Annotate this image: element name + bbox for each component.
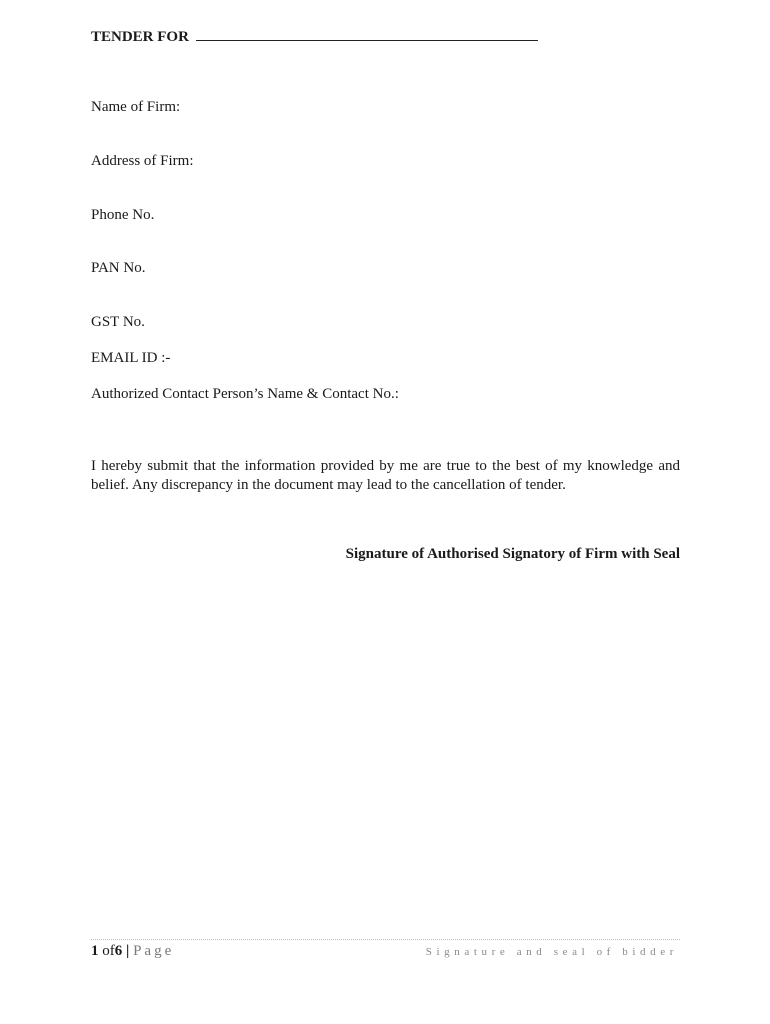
address-of-firm-label: Address of Firm: — [91, 153, 194, 169]
page-of-text: of — [102, 943, 115, 959]
page-number: 1 — [91, 943, 99, 959]
tender-label: TENDER FOR — [91, 29, 189, 45]
page-total: 6 — [114, 943, 123, 959]
footer-divider — [91, 939, 680, 940]
pan-no-label: PAN No. — [91, 260, 146, 276]
gst-no-label: GST No. — [91, 314, 145, 330]
page-indicator — [91, 943, 174, 960]
footer-signature-note: Signature and seal of bidder — [425, 946, 678, 958]
declaration-text: I hereby submit that the information provided by me are true to the best of my knowledge and belief. Any discrepancy in the document may lead to the cancellation of tender. — [91, 458, 680, 493]
email-id-label: EMAIL ID :- — [91, 350, 171, 366]
tender-blank-line — [196, 28, 538, 41]
contact-person-label: Authorized Contact Person’s Name & Contact No.: — [91, 386, 399, 402]
page-separator: | — [126, 943, 130, 959]
page-word: Page — [133, 943, 175, 959]
signature-label: Signature of Authorised Signatory of Firm with Seal — [345, 546, 680, 562]
tender-heading — [91, 28, 538, 46]
name-of-firm-label: Name of Firm: — [91, 99, 181, 115]
phone-no-label: Phone No. — [91, 207, 155, 223]
